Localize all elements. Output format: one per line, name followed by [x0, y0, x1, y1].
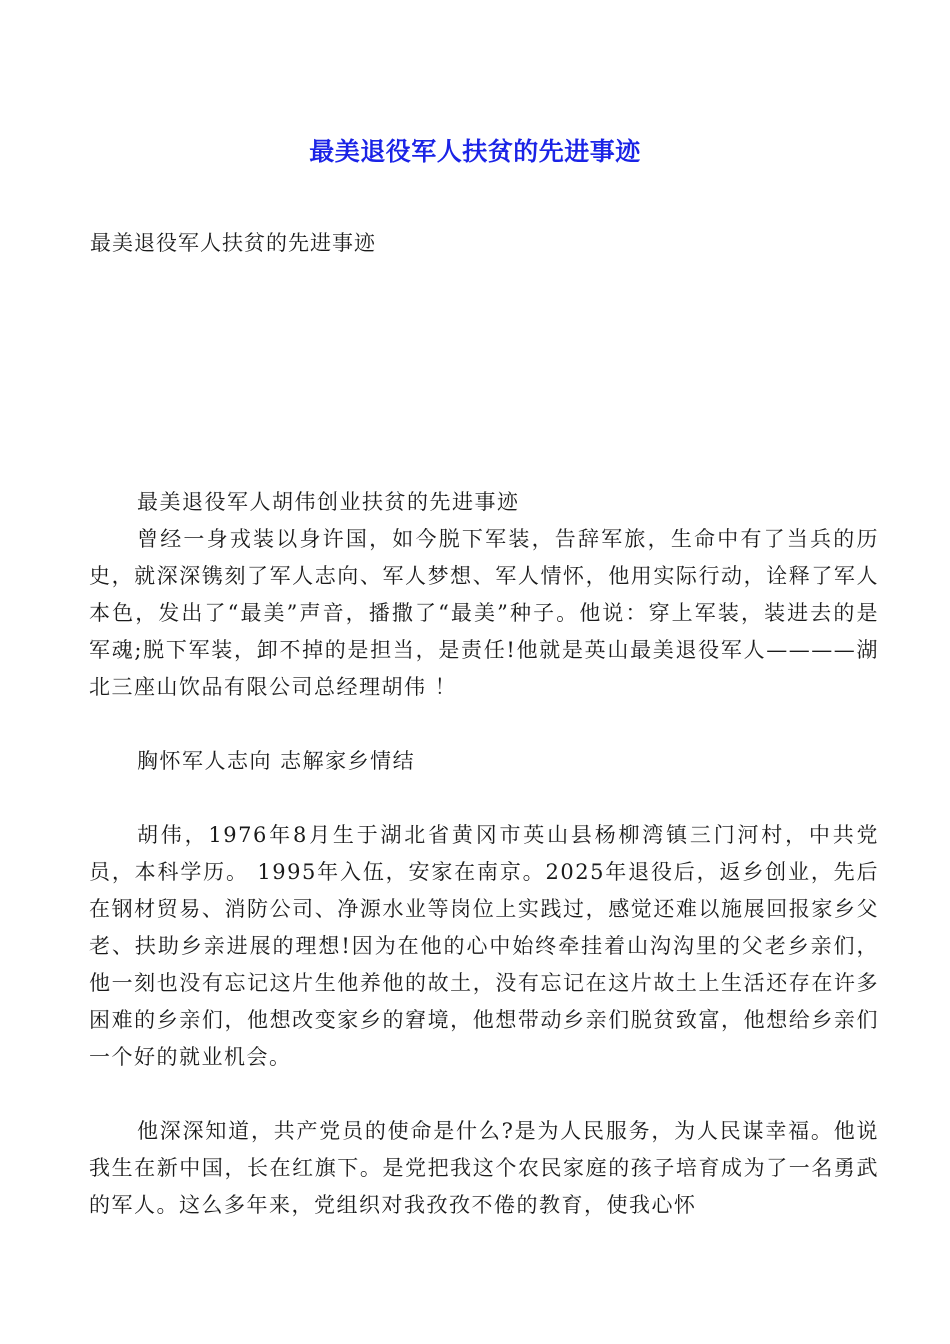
- section-heading: 胸怀军人志向 志解家乡情结: [137, 749, 416, 773]
- paragraph-mission: 他深深知道，共产党员的使命是什么?是为人民服务，为人民谋幸福。他说我生在新中国，长在红旗下。是党把我这个农民家庭的孩子培育成为了一名勇武的军人。这么多年来，党组织对我孜孜不倦的教育，使我心怀: [89, 1119, 879, 1217]
- document-body: [89, 484, 879, 1224]
- paragraph-biography: 胡伟，1976年8月生于湖北省黄冈市英山县杨柳湾镇三门河村，中共党员，本科学历。 1995年入伍，安家在南京。2025年退役后，返乡创业，先后在钢材贸易、消防公司、净源水业等岗位上实践过，感觉还难以施展回报家乡父老、扶助乡亲进展的理想!因为在他的心中始终牵挂着山沟沟里的父老乡亲们，他一刻也没有忘记这片生他养他的故土，没有忘记在这片故土上生活还存在许多困难的乡亲们，他想改变家乡的窘境，他想带动乡亲们脱贫致富，他想给乡亲们一个好的就业机会。: [89, 823, 879, 1069]
- document-title: 最美退役军人扶贫的先进事迹: [309, 137, 641, 166]
- paragraph-intro: 曾经一身戎装以身许国，如今脱下军装，告辞军旅，生命中有了当兵的历史，就深深镌刻了军人志向、军人梦想、军人情怀，他用实际行动，诠释了军人本色，发出了“最美”声音，播撒了“最美”种子。他说：穿上军装，装进去的是军魂;脱下军装，卸不掉的是担当，是责任!他就是英山最美退役军人————湖北三座山饮品有限公司总经理胡伟 ！: [89, 527, 879, 699]
- paragraph-heading-hu-wei: 最美退役军人胡伟创业扶贫的先进事迹: [137, 490, 520, 514]
- document-subtitle: 最美退役军人扶贫的先进事迹: [90, 231, 376, 255]
